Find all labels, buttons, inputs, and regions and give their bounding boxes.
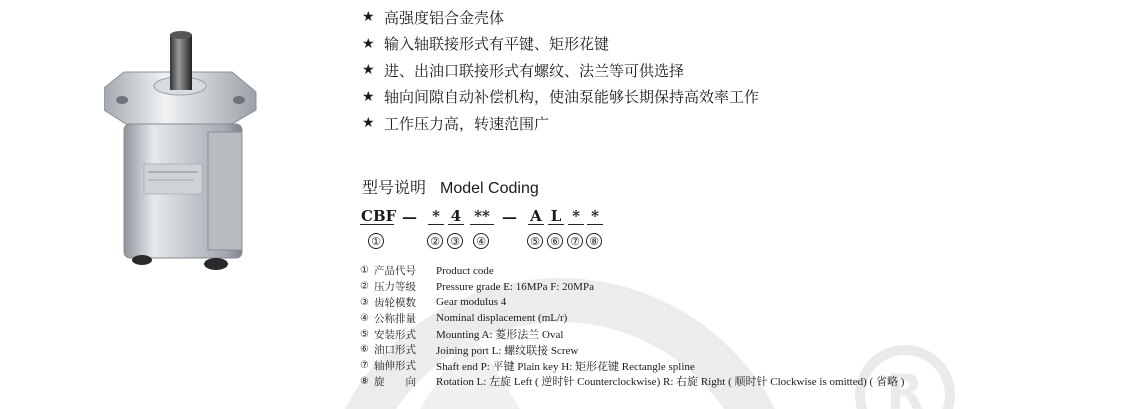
feature-text: 进、出油口联接形式有螺纹、法兰等可供选择 xyxy=(384,61,685,80)
code-token-3: 4 xyxy=(448,208,464,225)
feature-text: 输入轴联接形式有平键、矩形花键 xyxy=(384,35,610,54)
code-number: ① xyxy=(368,233,384,249)
feature-list xyxy=(362,4,759,137)
star-icon: ★ xyxy=(362,88,375,105)
legend-number: ④ xyxy=(360,312,369,324)
code-token-8: * xyxy=(587,208,603,225)
legend-cn: 油口形式 xyxy=(374,344,416,357)
code-number: ③ xyxy=(447,233,463,249)
star-icon: ★ xyxy=(362,9,375,26)
legend-row xyxy=(360,295,904,311)
code-number: ④ xyxy=(473,233,489,249)
feature-item xyxy=(362,84,759,111)
legend-row xyxy=(360,263,904,279)
code-token-5: A xyxy=(528,208,544,225)
legend-cn: 旋 向 xyxy=(374,375,416,388)
legend-row xyxy=(360,310,904,326)
legend-en: Rotation L: 左旋 Left ( 逆时针 Counterclockwise) R: 右旋 Right ( 顺时针 Clockwise is omitted) ( 省略 ) xyxy=(436,376,905,389)
legend-cn: 轴伸形式 xyxy=(374,360,416,373)
legend-en: Gear modulus 4 xyxy=(436,296,507,309)
feature-text: 轴向间隙自动补偿机构，使油泵能够长期保持高效率工作 xyxy=(384,88,760,107)
legend-en: Nominal displacement (mL/r) xyxy=(436,312,568,325)
code-token-2: * xyxy=(428,208,444,225)
legend-en: Pressure grade E: 16MPa F: 20MPa xyxy=(436,280,594,293)
star-icon: ★ xyxy=(362,35,375,52)
code-token-7: * xyxy=(568,208,584,225)
code-dash: — xyxy=(402,208,417,226)
code-number: ⑦ xyxy=(567,233,583,249)
legend-row xyxy=(360,279,904,295)
legend-row xyxy=(360,374,904,390)
legend-number: ② xyxy=(360,281,369,293)
feature-text: 高强度铝合金壳体 xyxy=(384,8,505,27)
legend-cn: 齿轮模数 xyxy=(374,296,416,309)
heading-en: Model Coding xyxy=(440,180,539,197)
legend-row xyxy=(360,342,904,358)
star-icon: ★ xyxy=(362,115,375,132)
code-number: ⑥ xyxy=(547,233,563,249)
legend-row xyxy=(360,358,904,374)
legend-number: ⑤ xyxy=(360,328,369,340)
legend-cn: 压力等级 xyxy=(374,281,416,294)
watermark-letter: R xyxy=(886,365,924,409)
legend-number: ⑧ xyxy=(360,375,369,387)
legend-row xyxy=(360,326,904,342)
legend-cn: 安装形式 xyxy=(374,328,416,341)
feature-item xyxy=(362,31,759,58)
code-token-4: ** xyxy=(470,208,494,225)
feature-text: 工作压力高，转速范围广 xyxy=(384,114,550,133)
legend-cn: 公称排量 xyxy=(374,312,416,325)
feature-item xyxy=(362,57,759,84)
heading-cn: 型号说明 xyxy=(362,178,427,197)
legend-number: ③ xyxy=(360,296,369,308)
legend-number: ① xyxy=(360,265,369,277)
code-number: ⑧ xyxy=(586,233,602,249)
legend-number: ⑥ xyxy=(360,344,369,356)
legend-en: Product code xyxy=(436,264,494,277)
star-icon: ★ xyxy=(362,62,375,79)
code-token-6: L xyxy=(548,208,564,225)
model-coding-heading xyxy=(362,175,539,198)
gear-pump-image xyxy=(104,28,264,274)
legend-en: Shaft end P: 平键 Plain key H: 矩形花键 Rectangle spline xyxy=(436,360,695,373)
legend-number: ⑦ xyxy=(360,360,369,372)
code-token-1: CBF xyxy=(361,207,397,225)
model-code-diagram xyxy=(360,206,620,254)
legend-cn: 产品代号 xyxy=(374,265,416,278)
feature-item xyxy=(362,4,759,31)
legend-en: Joining port L: 螺纹联接 Screw xyxy=(436,344,579,357)
code-dash: — xyxy=(502,208,517,226)
legend-en: Mounting A: 菱形法兰 Oval xyxy=(436,329,564,342)
code-legend xyxy=(360,263,904,389)
code-number: ⑤ xyxy=(527,233,543,249)
code-number: ② xyxy=(427,233,443,249)
feature-item xyxy=(362,110,759,137)
